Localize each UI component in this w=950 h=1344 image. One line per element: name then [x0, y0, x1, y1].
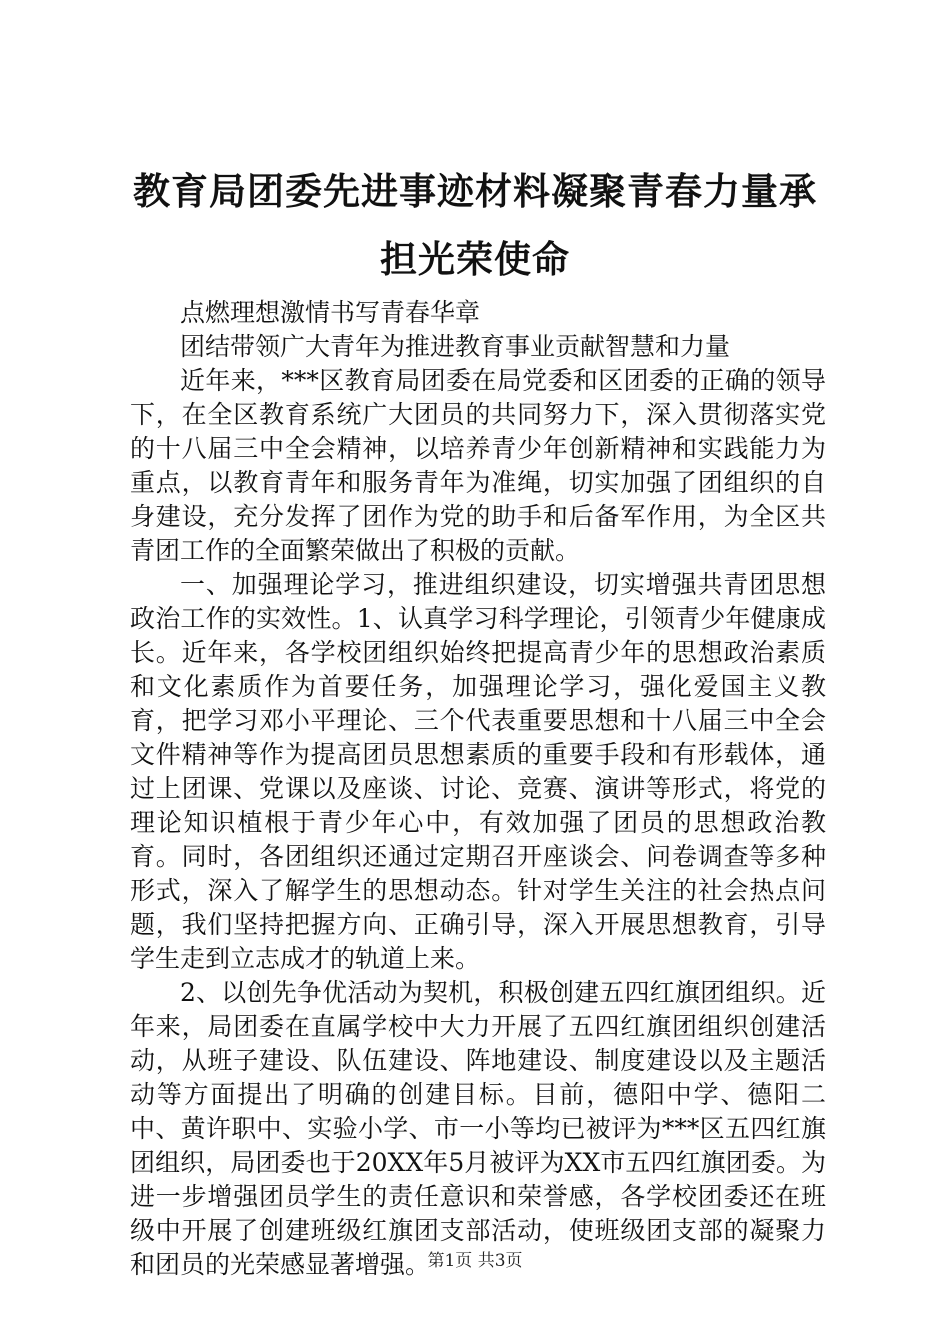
subtitle-line-1: 点燃理想激情书写青春华章	[180, 298, 481, 327]
paragraph-intro: 近年来，***区教育局团委在局党委和区团委的正确的领导下，在全区教育系统广大团员的共同努力下，深入贯彻落实党的十八届三中全会精神，以培养青少年创新精神和实践能力为重点，以教育青年和服务青年为准绳，切实加强了团组织的自身建设，充分发挥了团作为党的助手和后备军作用，为全区共青团工作的全面繁荣做出了积极的贡献。	[130, 366, 826, 565]
paragraph-section-1: 一、加强理论学习，推进组织建设，切实增强共青团思想政治工作的实效性。1、认真学习科学理论，引领青少年健康成长。近年来，各学校团组织始终把提高青少年的思想政治素质和文化素质作为首要任务，加强理论学习，强化爱国主义教育，把学习邓小平理论、三个代表重要思想和十八届三中全会文件精神等作为提高团员思想素质的重要手段和有形载体，通过上团课、党课以及座谈、讨论、竞赛、演讲等形式，将党的理论知识植根于青少年心中，有效加强了团员的思想政治教育。同时，各团组织还通过定期召开座谈会、问卷调查等多种形式，深入了解学生的思想动态。针对学生关注的社会热点问题，我们坚持把握方向、正确引导，深入开展思想教育，引导学生走到立志成才的轨道上来。	[130, 570, 826, 973]
document-title: 教育局团委先进事迹材料凝聚青春力量承担光荣使命	[133, 170, 817, 281]
page-number-footer: 第1页 共3页	[427, 1251, 523, 1271]
paragraph-section-2: 2、以创先争优活动为契机，积极创建五四红旗团组织。近年来，局团委在直属学校中大力开展了五四红旗团组织创建活动，从班子建设、队伍建设、阵地建设、制度建设以及主题活动等方面提出了明确的创建目标。目前，德阳中学、德阳二中、黄许职中、实验小学、市一小等均已被评为***区五四红旗团组织，局团委也于20XX年5月被评为XX市五四红旗团委。为进一步增强团员学生的责任意识和荣誉感，各学校团委还在班级中开展了创建班级红旗团支部活动，使班级团支部的凝聚力和团员的光荣感显著增强。	[130, 978, 826, 1279]
document-body	[130, 296, 826, 1282]
subtitle-line-2: 团结带领广大青年为推进教育事业贡献智慧和力量	[180, 332, 731, 361]
